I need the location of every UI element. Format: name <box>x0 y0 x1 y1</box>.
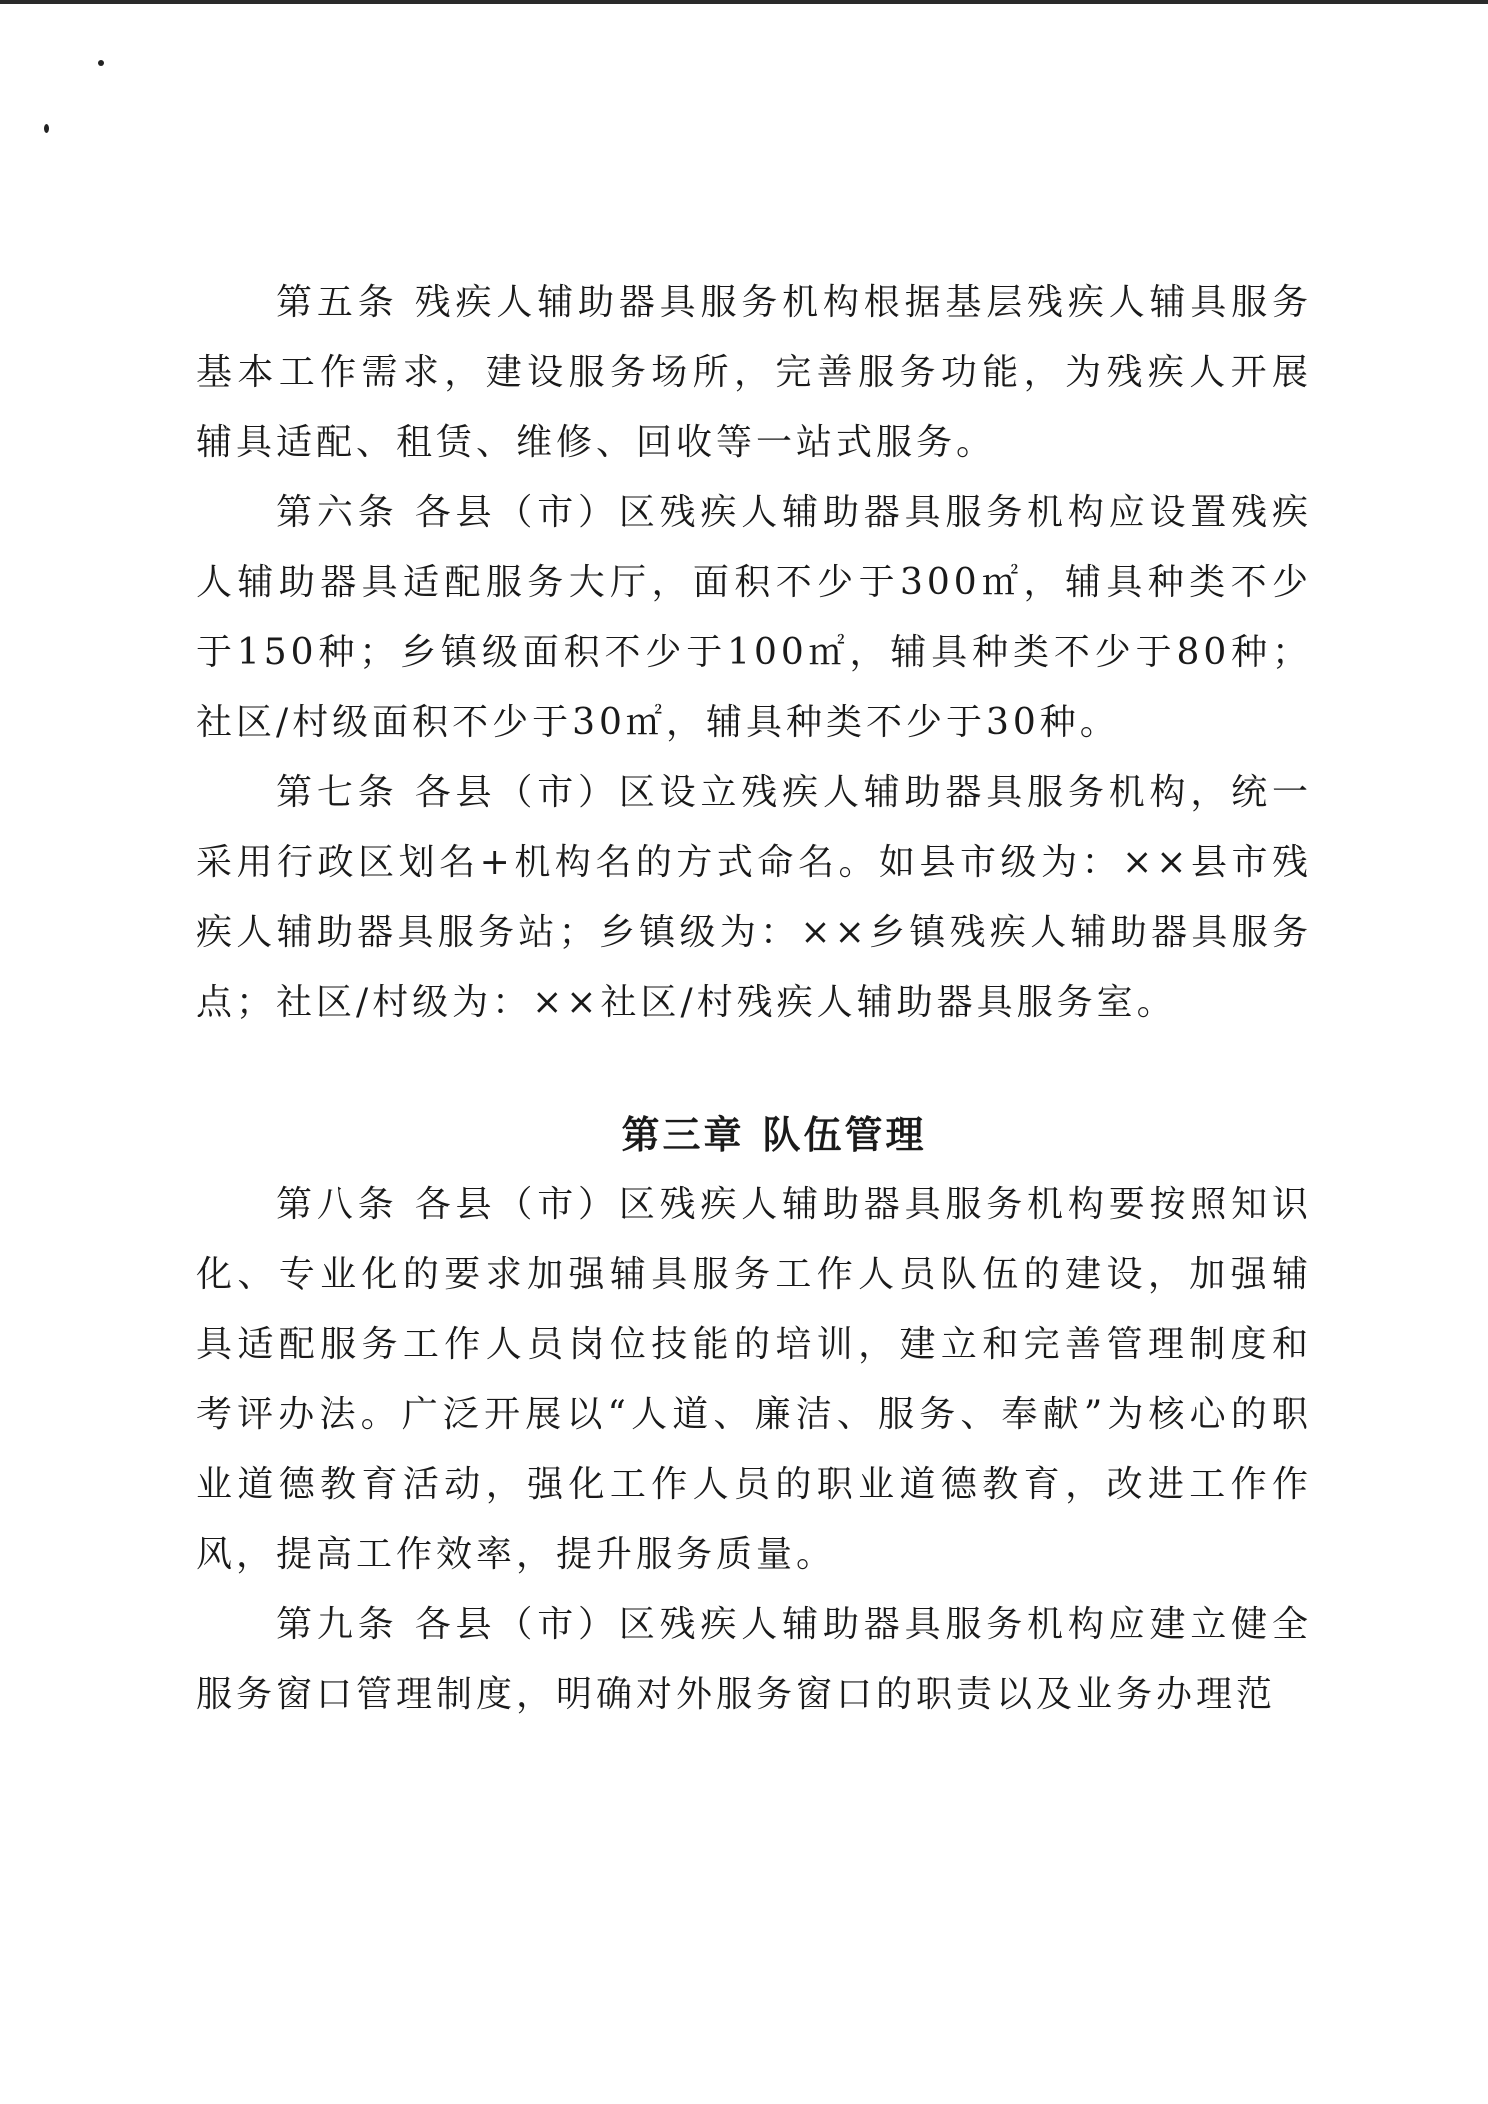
document-page <box>196 268 1312 1730</box>
scan-speck <box>98 60 104 66</box>
article-9: 第九条 各县（市）区残疾人辅助器具服务机构应建立健全服务窗口管理制度，明确对外服务窗口的职责以及业务办理范 <box>196 1604 1312 1715</box>
article-6: 第六条 各县（市）区残疾人辅助器具服务机构应设置残疾人辅助器具适配服务大厅，面积不少于300㎡，辅具种类不少于150种；乡镇级面积不少于100㎡，辅具种类不少于80种；社区/村级面积不少于30㎡，辅具种类不少于30种。 <box>196 492 1312 743</box>
scan-top-edge <box>0 0 1488 4</box>
article-7: 第七条 各县（市）区设立残疾人辅助器具服务机构，统一采用行政区划名+机构名的方式命名。如县市级为：××县市残疾人辅助器具服务站；乡镇级为：××乡镇残疾人辅助器具服务点；社区/村级为：××社区/村残疾人辅助器具服务室。 <box>196 772 1312 1023</box>
chapter-title: 队伍管理 <box>762 1112 927 1157</box>
chapter-heading <box>196 1100 1312 1170</box>
chapter-number: 第三章 <box>621 1112 745 1157</box>
article-5: 第五条 残疾人辅助器具服务机构根据基层残疾人辅具服务基本工作需求，建设服务场所，完善服务功能，为残疾人开展辅具适配、租赁、维修、回收等一站式服务。 <box>196 282 1312 463</box>
scan-speck <box>44 124 49 133</box>
article-8: 第八条 各县（市）区残疾人辅助器具服务机构要按照知识化、专业化的要求加强辅具服务工作人员队伍的建设，加强辅具适配服务工作人员岗位技能的培训，建立和完善管理制度和考评办法。广泛开展以“人道、廉洁、服务、奉献”为核心的职业道德教育活动，强化工作人员的职业道德教育，改进工作作风，提高工作效率，提升服务质量。 <box>196 1184 1312 1575</box>
